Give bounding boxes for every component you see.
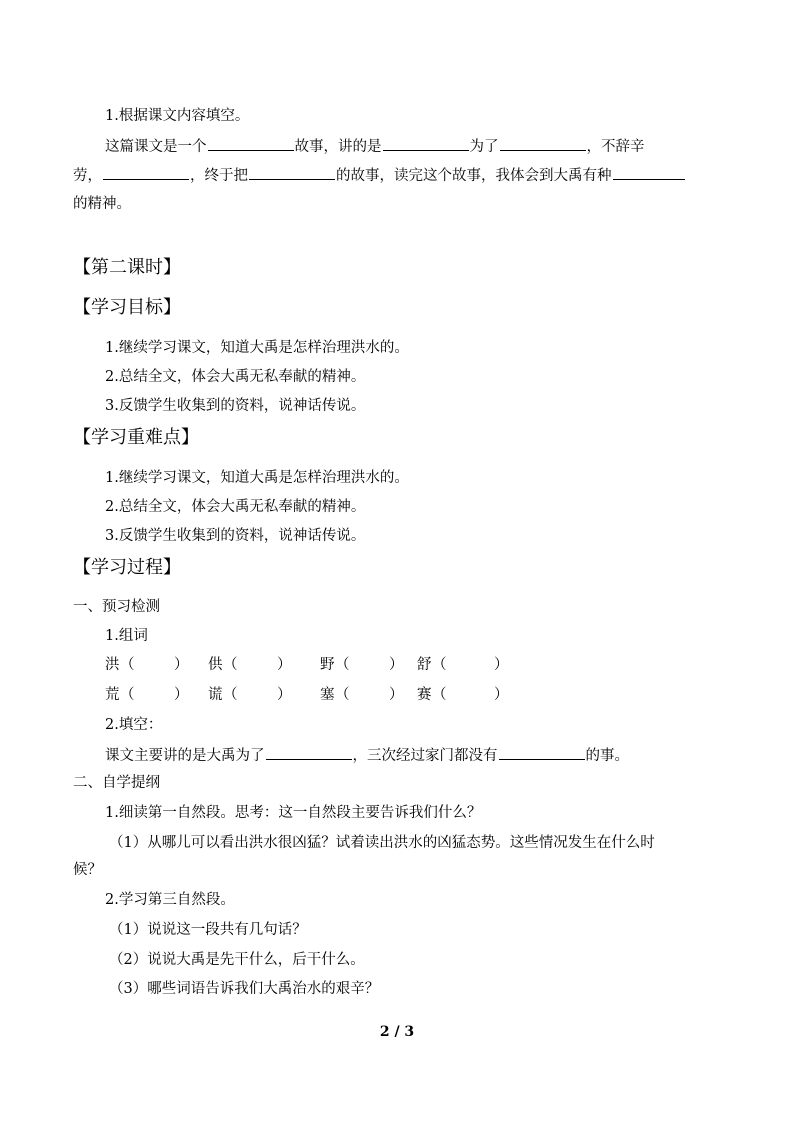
paren-open: （ [335,657,350,673]
word-char: 野 [320,657,335,673]
page-number: 2 / 3 [379,1024,415,1040]
answer-blank[interactable] [499,745,585,760]
sub-question: （2）说说大禹是先干什么，后干什么。 [109,952,365,968]
paren-close: ） [389,657,404,673]
word-answer-slot[interactable] [138,685,172,703]
process-heading: 【学习过程】 [73,557,181,578]
preview-heading: 一、预习检测 [73,599,160,615]
goal-item: 2.总结全文，体会大禹无私奉献的精神。 [105,369,366,385]
outline-heading: 二、自学提纲 [73,775,160,791]
paren-open: （ [120,687,135,703]
answer-blank[interactable] [208,136,294,151]
paren-open: （ [223,657,238,673]
answer-blank[interactable] [500,136,586,151]
answer-blank[interactable] [266,745,352,760]
fill-text: 劳， [73,168,102,184]
word-answer-slot[interactable] [353,685,387,703]
fill-text: 为了 [469,139,499,155]
fill-title: 2.填空： [105,717,163,733]
question-item: 2.学习第三自然段。 [105,892,235,908]
paren-close: ） [277,657,292,673]
question-item: 1.细读第一自然段。思考：这一自然段主要告诉我们什么？ [105,805,482,821]
fill-text: ，终于把 [190,168,248,184]
fill-text: ，不辞辛 [586,139,645,155]
paren-open: （ [432,657,447,673]
sub-question: （3）哪些词语告诉我们大禹治水的艰辛？ [109,981,380,997]
paren-close: ） [174,657,189,673]
fill-text: ，三次经过家门都没有 [352,748,498,764]
word-answer-slot[interactable] [241,685,275,703]
paren-close: ） [494,687,509,703]
word-char: 塞 [320,687,335,703]
goals-heading: 【学习目标】 [73,297,181,318]
sub-question: （1）说说这一段共有几句话？ [109,922,307,938]
answer-blank[interactable] [383,136,469,151]
word-answer-slot[interactable] [450,685,490,703]
paren-open: （ [335,687,350,703]
paren-close: ） [389,687,404,703]
word-char: 荒 [105,687,120,703]
word-answer-slot[interactable] [450,655,490,673]
word-answer-slot[interactable] [353,655,387,673]
key-point-item: 3.反馈学生收集到的资料，说神话传说。 [105,528,366,544]
key-point-item: 2.总结全文，体会大禹无私奉献的精神。 [105,499,366,515]
word-char: 谎 [208,687,223,703]
fill-text: 故事，讲的是 [294,139,382,155]
paren-close: ） [277,687,292,703]
key-point-item: 1.继续学习课文，知道大禹是怎样治理洪水的。 [105,470,409,486]
paren-open: （ [120,657,135,673]
goal-item: 1.继续学习课文，知道大禹是怎样治理洪水的。 [105,340,409,356]
fill-text: 这篇课文是一个 [105,139,207,155]
answer-blank[interactable] [103,165,189,180]
words-title: 1.组词 [105,628,148,644]
answer-blank[interactable] [613,165,685,180]
answer-blank[interactable] [249,165,335,180]
fill-line-2 [73,165,686,186]
fill-line-1 [105,136,645,157]
paren-open: （ [432,687,447,703]
word-char: 洪 [105,657,120,673]
summary-fill-line [105,745,629,766]
fill-line-3: 的精神。 [73,196,131,212]
word-answer-slot[interactable] [241,655,275,673]
fill-text: 课文主要讲的是大禹为了 [105,748,265,764]
lesson-heading: 【第二课时】 [73,257,181,278]
paren-close: ） [494,657,509,673]
word-char: 供 [208,657,223,673]
fill-text: 的事。 [585,748,629,764]
key-points-heading: 【学习重难点】 [73,427,199,448]
goal-item: 3.反馈学生收集到的资料，说神话传说。 [105,398,366,414]
word-char: 舒 [417,657,432,673]
exercise-title: 1.根据课文内容填空。 [105,108,250,124]
paren-close: ） [174,687,189,703]
fill-text: 的故事，读完这个故事，我体会到大禹有种 [336,168,612,184]
word-answer-slot[interactable] [138,655,172,673]
word-char: 赛 [417,687,432,703]
paren-open: （ [223,687,238,703]
sub-question: （1）从哪儿可以看出洪水很凶猛？试着读出洪水的凶猛态势。这些情况发生在什么时 [109,835,655,851]
sub-question-cont: 候？ [73,862,102,878]
